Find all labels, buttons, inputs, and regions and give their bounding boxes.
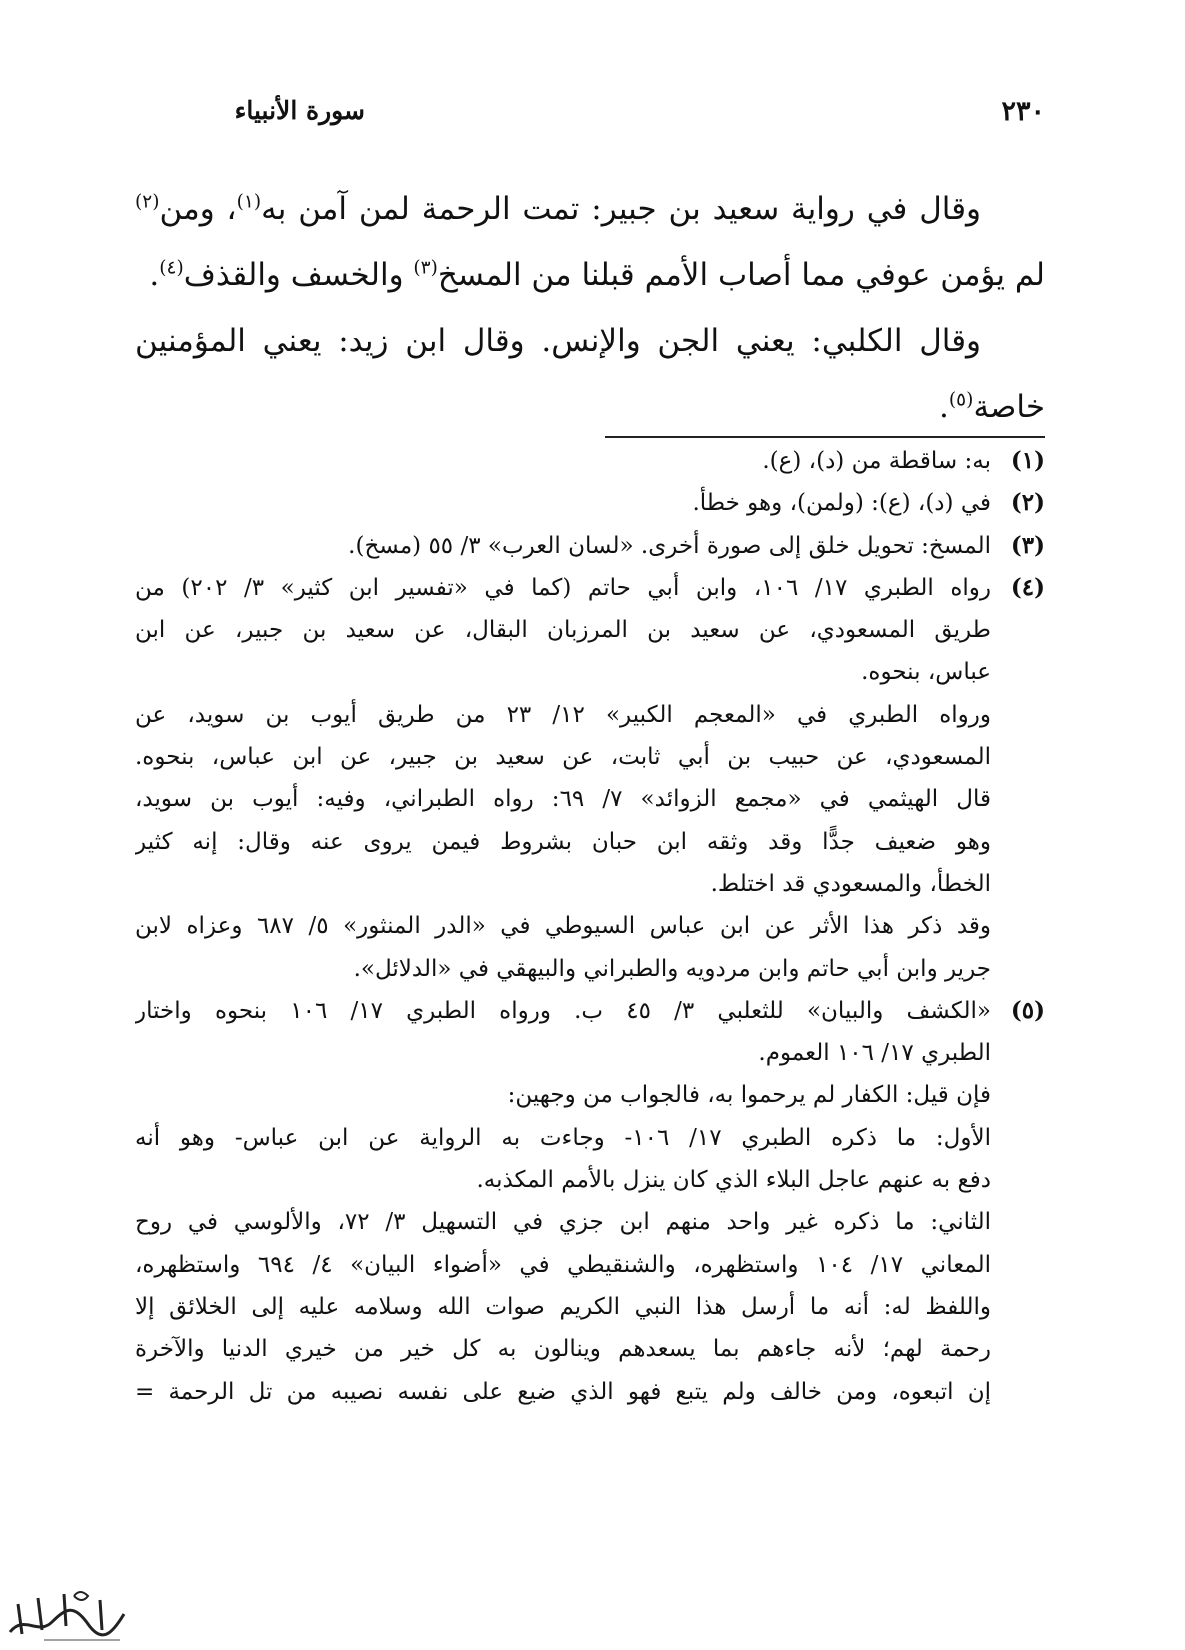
main-line-3 [135, 308, 1045, 374]
main-text-segment: . [149, 257, 160, 293]
footnote-4 [135, 567, 1045, 609]
main-text-segment: وقال في رواية سعيد بن جبير: تمت الرحمة لمن آمن به [261, 191, 981, 227]
footnote-5-line: إن اتبعوه، ومن خالف ولم يتبع فهو الذي ضيع على نفسه نصيبه من تل الرحمة = [135, 1378, 991, 1405]
footnote-ref-1: (١) [236, 191, 262, 213]
footnote-ref-5: (٥) [948, 389, 974, 411]
footnote-line: رواه الطبري ١٧/ ١٠٦، وابن أبي حاتم (كما في «تفسير ابن كثير» ٣/ ٢٠٢) من [135, 574, 991, 601]
main-text-segment: خاصة [973, 389, 1045, 425]
footnote-ref-2: (٢) [135, 191, 160, 213]
footnote-4-line: طريق المسعودي، عن سعيد بن المرزبان البقال، عن سعيد بن جبير، عن ابن [135, 617, 991, 644]
main-text-segment: لم يؤمن عوفي مما أصاب الأمم قبلنا من المسخ [437, 257, 1045, 293]
footnote-number: (٢) [1010, 489, 1045, 517]
footnote-5 [135, 990, 1045, 1032]
footnote-4-line: قال الهيثمي في «مجمع الزوائد» ٧/ ٦٩: رواه الطبراني، وفيه: أيوب بن سويد، [135, 786, 991, 813]
main-text-segment: وقال الكلبي: يعني الجن والإنس. وقال ابن زيد: يعني المؤمنين [135, 323, 981, 359]
footnote-4-line: وهو ضعيف جدًّا وقد وثقه ابن حبان بشروط فيمن يروى عنه وقال: إنه كثير [135, 828, 991, 855]
footnote-number: (٣) [1010, 531, 1045, 559]
main-line-2 [135, 242, 1045, 308]
footnote-4-line: وقد ذكر هذا الأثر عن ابن عباس السيوطي في «الدر المنثور» ٥/ ٦٨٧ وعزاه لابن [135, 913, 991, 940]
footnote-5-line: الثاني: ما ذكره غير واحد منهم ابن جزي في التسهيل ٣/ ٧٢، والألوسي في روح [135, 1209, 991, 1236]
main-text-segment: والخسف والقذف [183, 257, 414, 293]
footnote-2 [135, 482, 1045, 524]
footnote-5-line: المعاني ١٧/ ١٠٤ واستظهره، والشنقيطي في «أضواء البيان» ٤/ ٦٩٤ واستظهره، [135, 1251, 991, 1278]
main-text-segment: . [939, 389, 949, 425]
footnote-number: (١) [1010, 447, 1045, 474]
footnote-4-line: جرير وابن أبي حاتم وابن مردويه والطبراني والبيهقي في «الدلائل». [353, 955, 991, 982]
footnote-text: المسخ: تحويل خلق إلى صورة أخرى. «لسان العرب» ٣/ ٥٥ (مسخ). [348, 532, 991, 559]
footnote-5-line: الأول: ما ذكره الطبري ١٧/ ١٠٦- وجاءت به الرواية عن ابن عباس- وهو أنه [135, 1124, 991, 1151]
footnote-4-line: ورواه الطبري في «المعجم الكبير» ١٢/ ٢٣ من طريق أيوب بن سويد، عن [135, 701, 991, 728]
footnote-text: في (د)، (ع): (ولمن)، وهو خطأ. [692, 490, 991, 517]
main-text-segment: ، ومن [159, 191, 237, 227]
footnote-5-line: فإن قيل: الكفار لم يرحموا به، فالجواب من وجهين: [507, 1082, 991, 1109]
footnotes [135, 440, 1045, 1413]
footnote-number: (٤) [1010, 573, 1045, 601]
footnote-line: «الكشف والبيان» للثعلبي ٣/ ٤٥ ب. ورواه الطبري ١٧/ ١٠٦ بنحوه واختار [135, 997, 991, 1024]
footnote-text: به: ساقطة من (د)، (ع). [762, 448, 991, 474]
footnote-number: (٥) [1010, 996, 1045, 1024]
main-text [135, 176, 1045, 440]
surah-title: سورة الأنبياء [234, 96, 365, 125]
footnote-4-line: المسعودي، عن حبيب بن أبي ثابت، عن سعيد بن جبير، عن ابن عباس، بنحوه. [135, 744, 991, 771]
footnote-5-line: رحمة لهم؛ لأنه جاءهم بما يسعدهم وينالون به كل خير من خيري الدنيا والآخرة [135, 1336, 991, 1363]
main-line-4 [135, 374, 1045, 440]
footnote-4-line: عباس، بنحوه. [861, 659, 991, 686]
page-number: ٢٣٠ [1001, 96, 1045, 127]
main-line-1 [135, 176, 1045, 242]
footnote-5-line: دفع به عنهم عاجل البلاء الذي كان ينزل بالأمم المكذبه. [476, 1167, 991, 1194]
footnote-1 [135, 440, 1045, 482]
footnote-ref-4: (٤) [159, 257, 184, 279]
footnote-4-line: الخطأ، والمسعودي قد اختلط. [710, 870, 991, 897]
footnote-separator [605, 436, 1045, 438]
footnote-ref-3: (٣) [413, 257, 438, 279]
calligraphy-logo-icon [4, 1584, 130, 1646]
footnote-5-line: واللفظ له: أنه ما أرسل هذا النبي الكريم صوات الله وسلامه عليه إلى الخلائق إلا [135, 1293, 991, 1320]
footnote-3 [135, 525, 1045, 567]
footnote-5-line: الطبري ١٧/ ١٠٦ العموم. [758, 1040, 991, 1067]
